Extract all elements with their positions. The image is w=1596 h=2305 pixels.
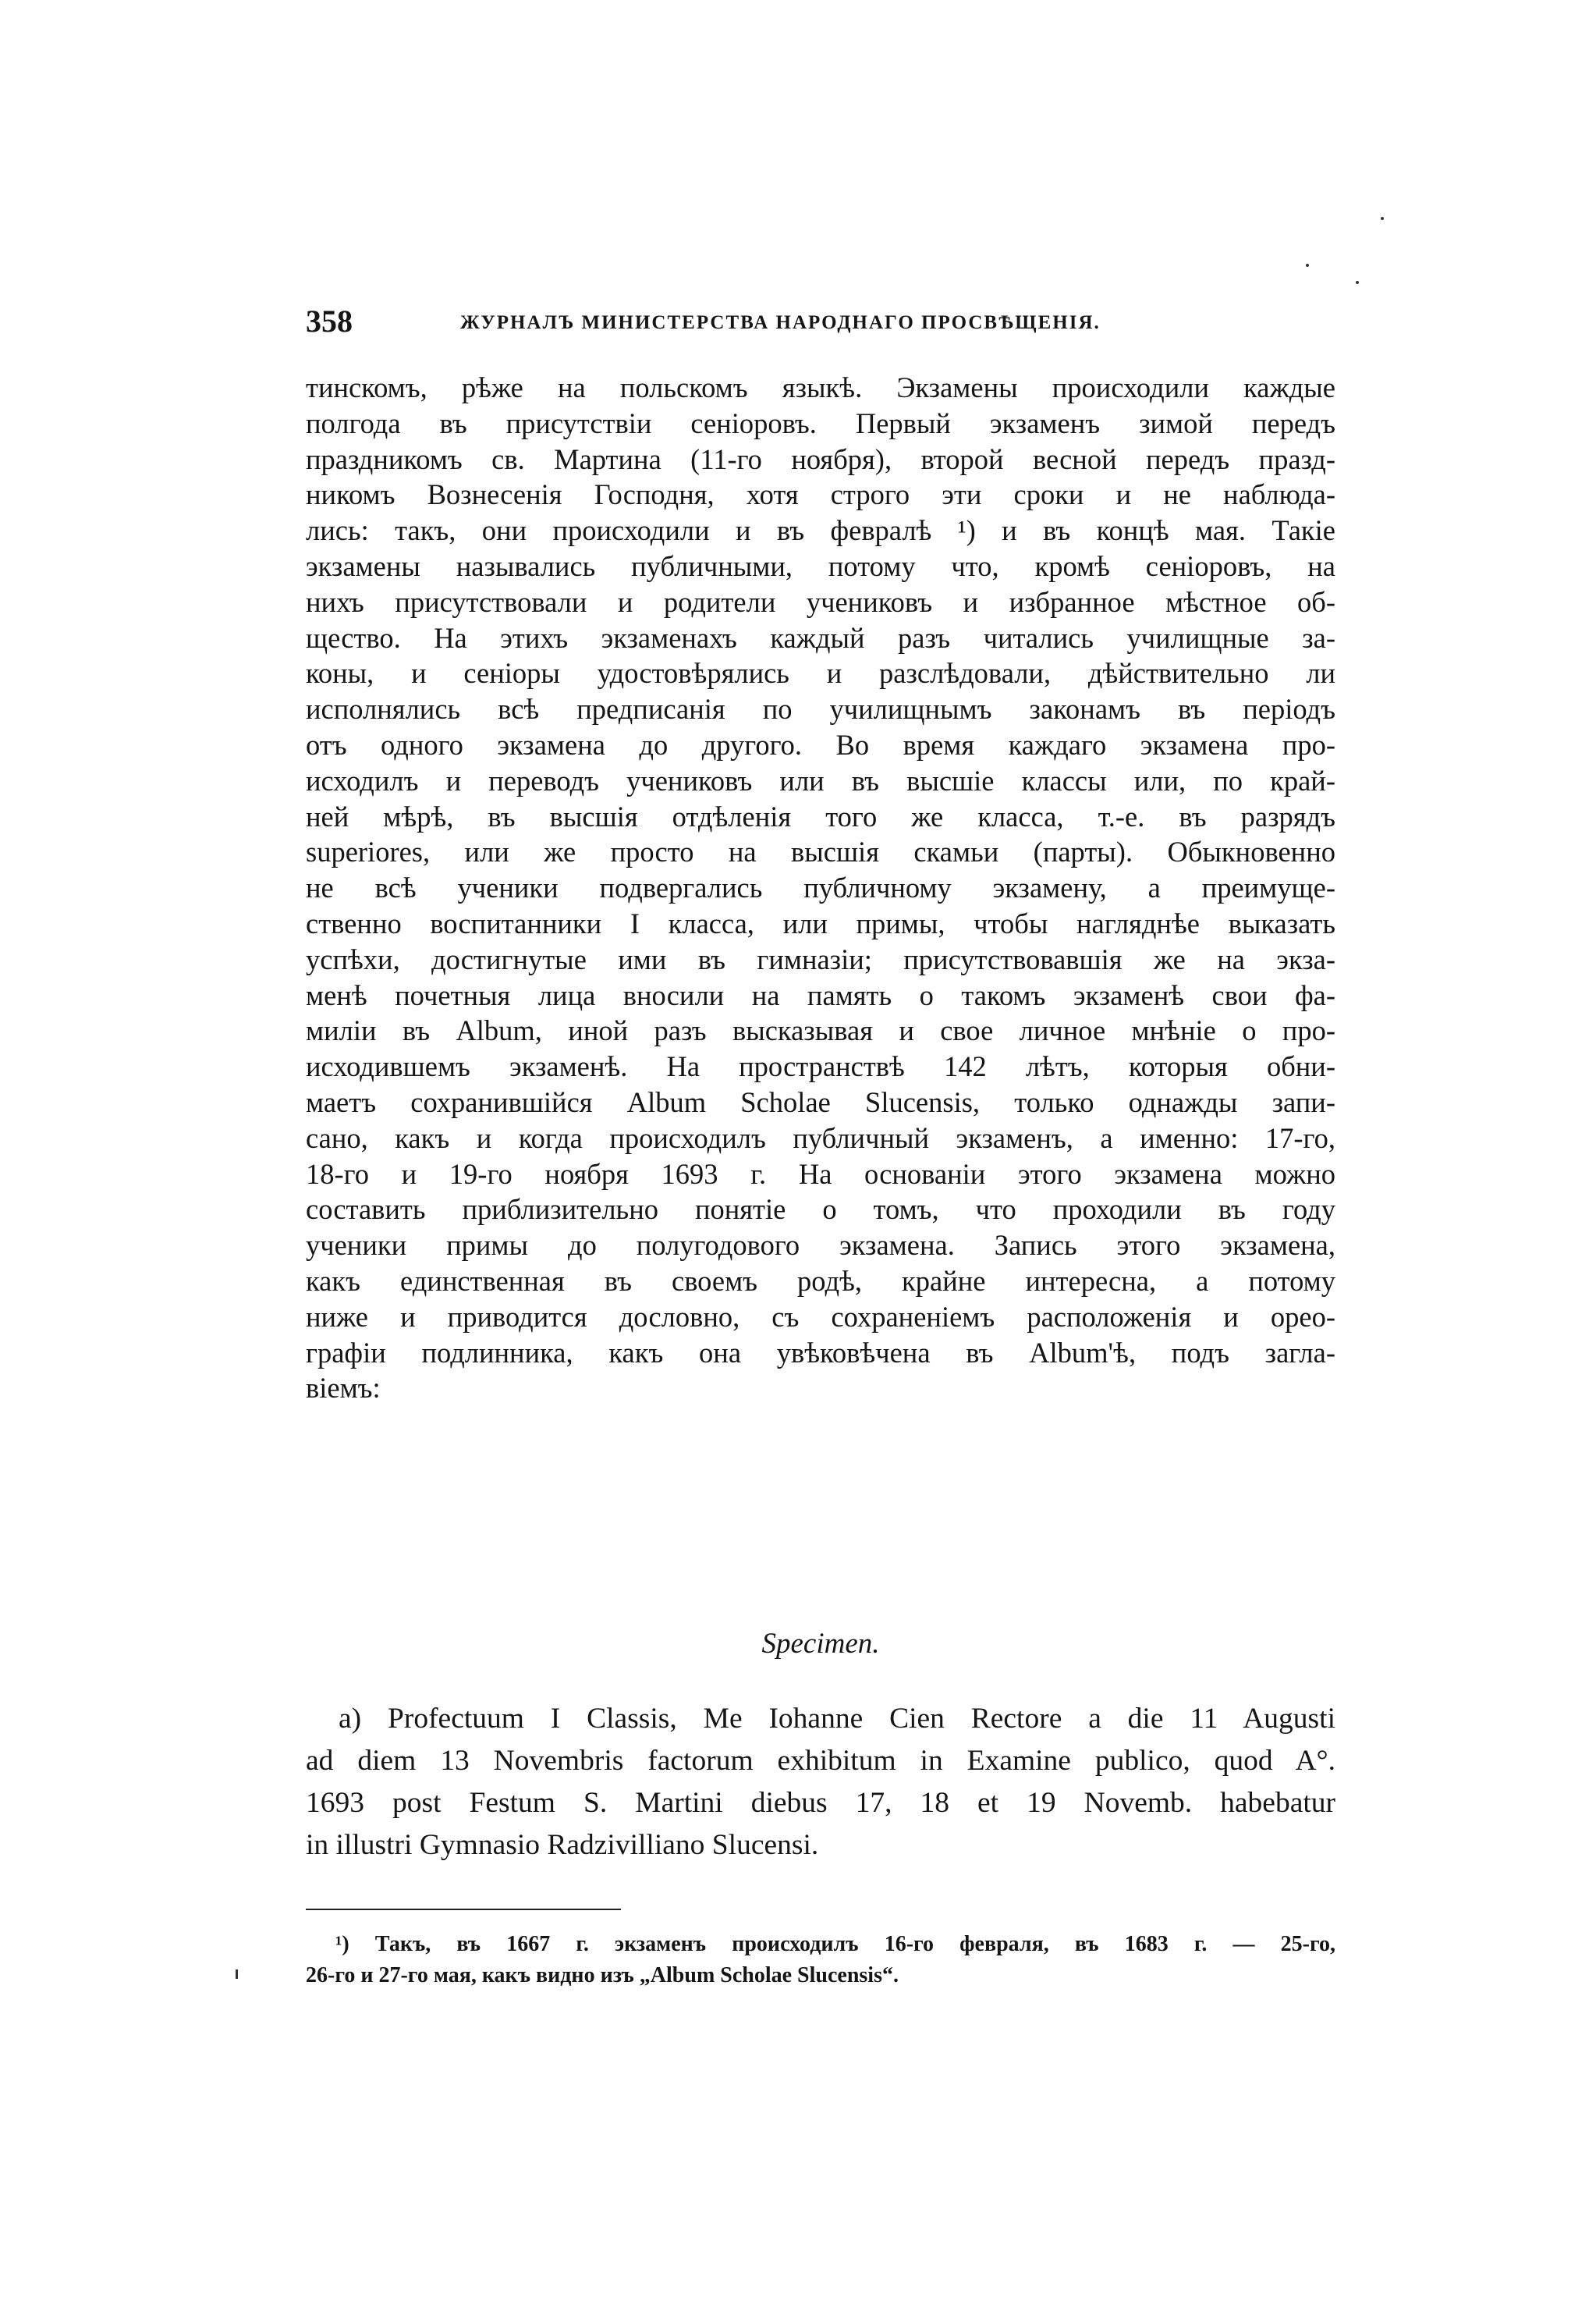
- text-line: 18-го и 19-го ноября 1693 г. На основаніи этого экзамена можно: [306, 1157, 1335, 1190]
- footnote-line: 26-го и 27-го мая, какъ видно изъ „Album Scholae Slucensis“.: [306, 1963, 899, 1987]
- text-line: superiores, или же просто на высшія скамьи (парты). Обыкновенно: [306, 836, 1335, 868]
- text-line: праздникомъ св. Мартина (11-го ноября), второй весной передъ празд-: [306, 442, 1335, 475]
- text-line: экзамены назывались публичными, потому что, кромѣ сеніоровъ, на: [306, 549, 1335, 582]
- main-paragraph: [306, 370, 1335, 1406]
- text-line: ней мѣрѣ, въ высшія отдѣленія того же класса, т.-е. въ разрядъ: [306, 800, 1335, 833]
- scan-mark: [236, 1969, 238, 1979]
- text-line: отъ одного экзамена до другого. Во время каждаго экзамена про-: [306, 728, 1335, 761]
- page-number: 358: [306, 304, 353, 339]
- text-line: 1693 post Festum S. Martini diebus 17, 18 et 19 Novemb. habebatur: [306, 1787, 1335, 1819]
- running-title: ЖУРНАЛЪ МИНИСТЕРСТВА НАРОДНАГО ПРОСВѢЩЕНІЯ.: [460, 312, 1101, 333]
- text-line: щество. На этихъ экзаменахъ каждый разъ читались училищные за-: [306, 621, 1335, 654]
- text-line: графіи подлинника, какъ она увѣковѣчена въ Album'ѣ, подъ загла-: [306, 1336, 1335, 1369]
- scan-speck: [1356, 281, 1359, 284]
- text-line: ственно воспитанники I класса, или примы, чтобы нагляднѣе выказать: [306, 907, 1335, 939]
- text-line: in illustri Gymnasio Radzivilliano Slucensi.: [306, 1829, 819, 1861]
- footnote-divider: [306, 1909, 621, 1910]
- text-line: ad diem 13 Novembris factorum exhibitum in Examine publico, quod A°.: [306, 1745, 1335, 1777]
- text-line: успѣхи, достигнутые ими въ гимназіи; присутствовавшія же на экза-: [306, 943, 1335, 975]
- specimen-heading: Specimen.: [761, 1628, 880, 1660]
- text-line: маетъ сохранившійся Album Scholae Slucensis, только однажды запи-: [306, 1085, 1335, 1118]
- text-line: віемъ:: [306, 1372, 381, 1405]
- text-line: a) Profectuum I Classis, Me Iohanne Cien Rectore a die 11 Augusti: [339, 1703, 1335, 1735]
- text-line: не всѣ ученики подвергались публичному экзамену, а преимуще-: [306, 872, 1335, 904]
- text-line: составить приблизительно понятіе о томъ, что проходили въ году: [306, 1193, 1335, 1226]
- text-line: коны, и сеніоры удостовѣрялись и разслѣдовали, дѣйствительно ли: [306, 657, 1335, 690]
- scan-speck: [1306, 264, 1309, 267]
- text-line: нихъ присутствовали и родители учениковъ и избранное мѣстное об-: [306, 585, 1335, 618]
- page-header: [306, 303, 1343, 342]
- text-line: сано, какъ и когда происходилъ публичный экзаменъ, а именно: 17-го,: [306, 1121, 1335, 1154]
- text-line: менѣ почетныя лица вносили на память о такомъ экзаменѣ свои фа-: [306, 978, 1335, 1011]
- text-line: тинскомъ, рѣже на польскомъ языкѣ. Экзамены происходили каждые: [306, 371, 1335, 403]
- text-line: исходилъ и переводъ учениковъ или въ высшіе классы или, по край-: [306, 764, 1335, 797]
- text-line: миліи въ Album, иной разъ высказывая и свое личное мнѣніе о про-: [306, 1014, 1335, 1047]
- text-line: никомъ Вознесенія Господня, хотя строго эти сроки и не наблюда-: [306, 478, 1335, 511]
- specimen-paragraph: [306, 1698, 1335, 1866]
- footnote-line: ¹) Такъ, въ 1667 г. экзаменъ происходилъ 16-го февраля, въ 1683 г. — 25-го,: [335, 1932, 1335, 1956]
- text-line: какъ единственная въ своемъ родѣ, крайне интересна, а потому: [306, 1264, 1335, 1297]
- text-line: исполнялись всѣ предписанія по училищнымъ законамъ въ періодъ: [306, 693, 1335, 726]
- text-line: полгода въ присутствіи сеніоровъ. Первый экзаменъ зимой передъ: [306, 407, 1335, 439]
- scan-speck: [1381, 217, 1384, 220]
- text-line: лись: такъ, они происходили и въ февралѣ ¹) и въ концѣ мая. Такіе: [306, 514, 1335, 547]
- footnote: [306, 1929, 1335, 1991]
- text-line: ниже и приводится дословно, съ сохраненіемъ расположенія и орео-: [306, 1300, 1335, 1333]
- text-line: ученики примы до полугодового экзамена. Запись этого экзамена,: [306, 1229, 1335, 1262]
- text-line: исходившемъ экзаменѣ. На пространствѣ 142 лѣтъ, которыя обни-: [306, 1050, 1335, 1083]
